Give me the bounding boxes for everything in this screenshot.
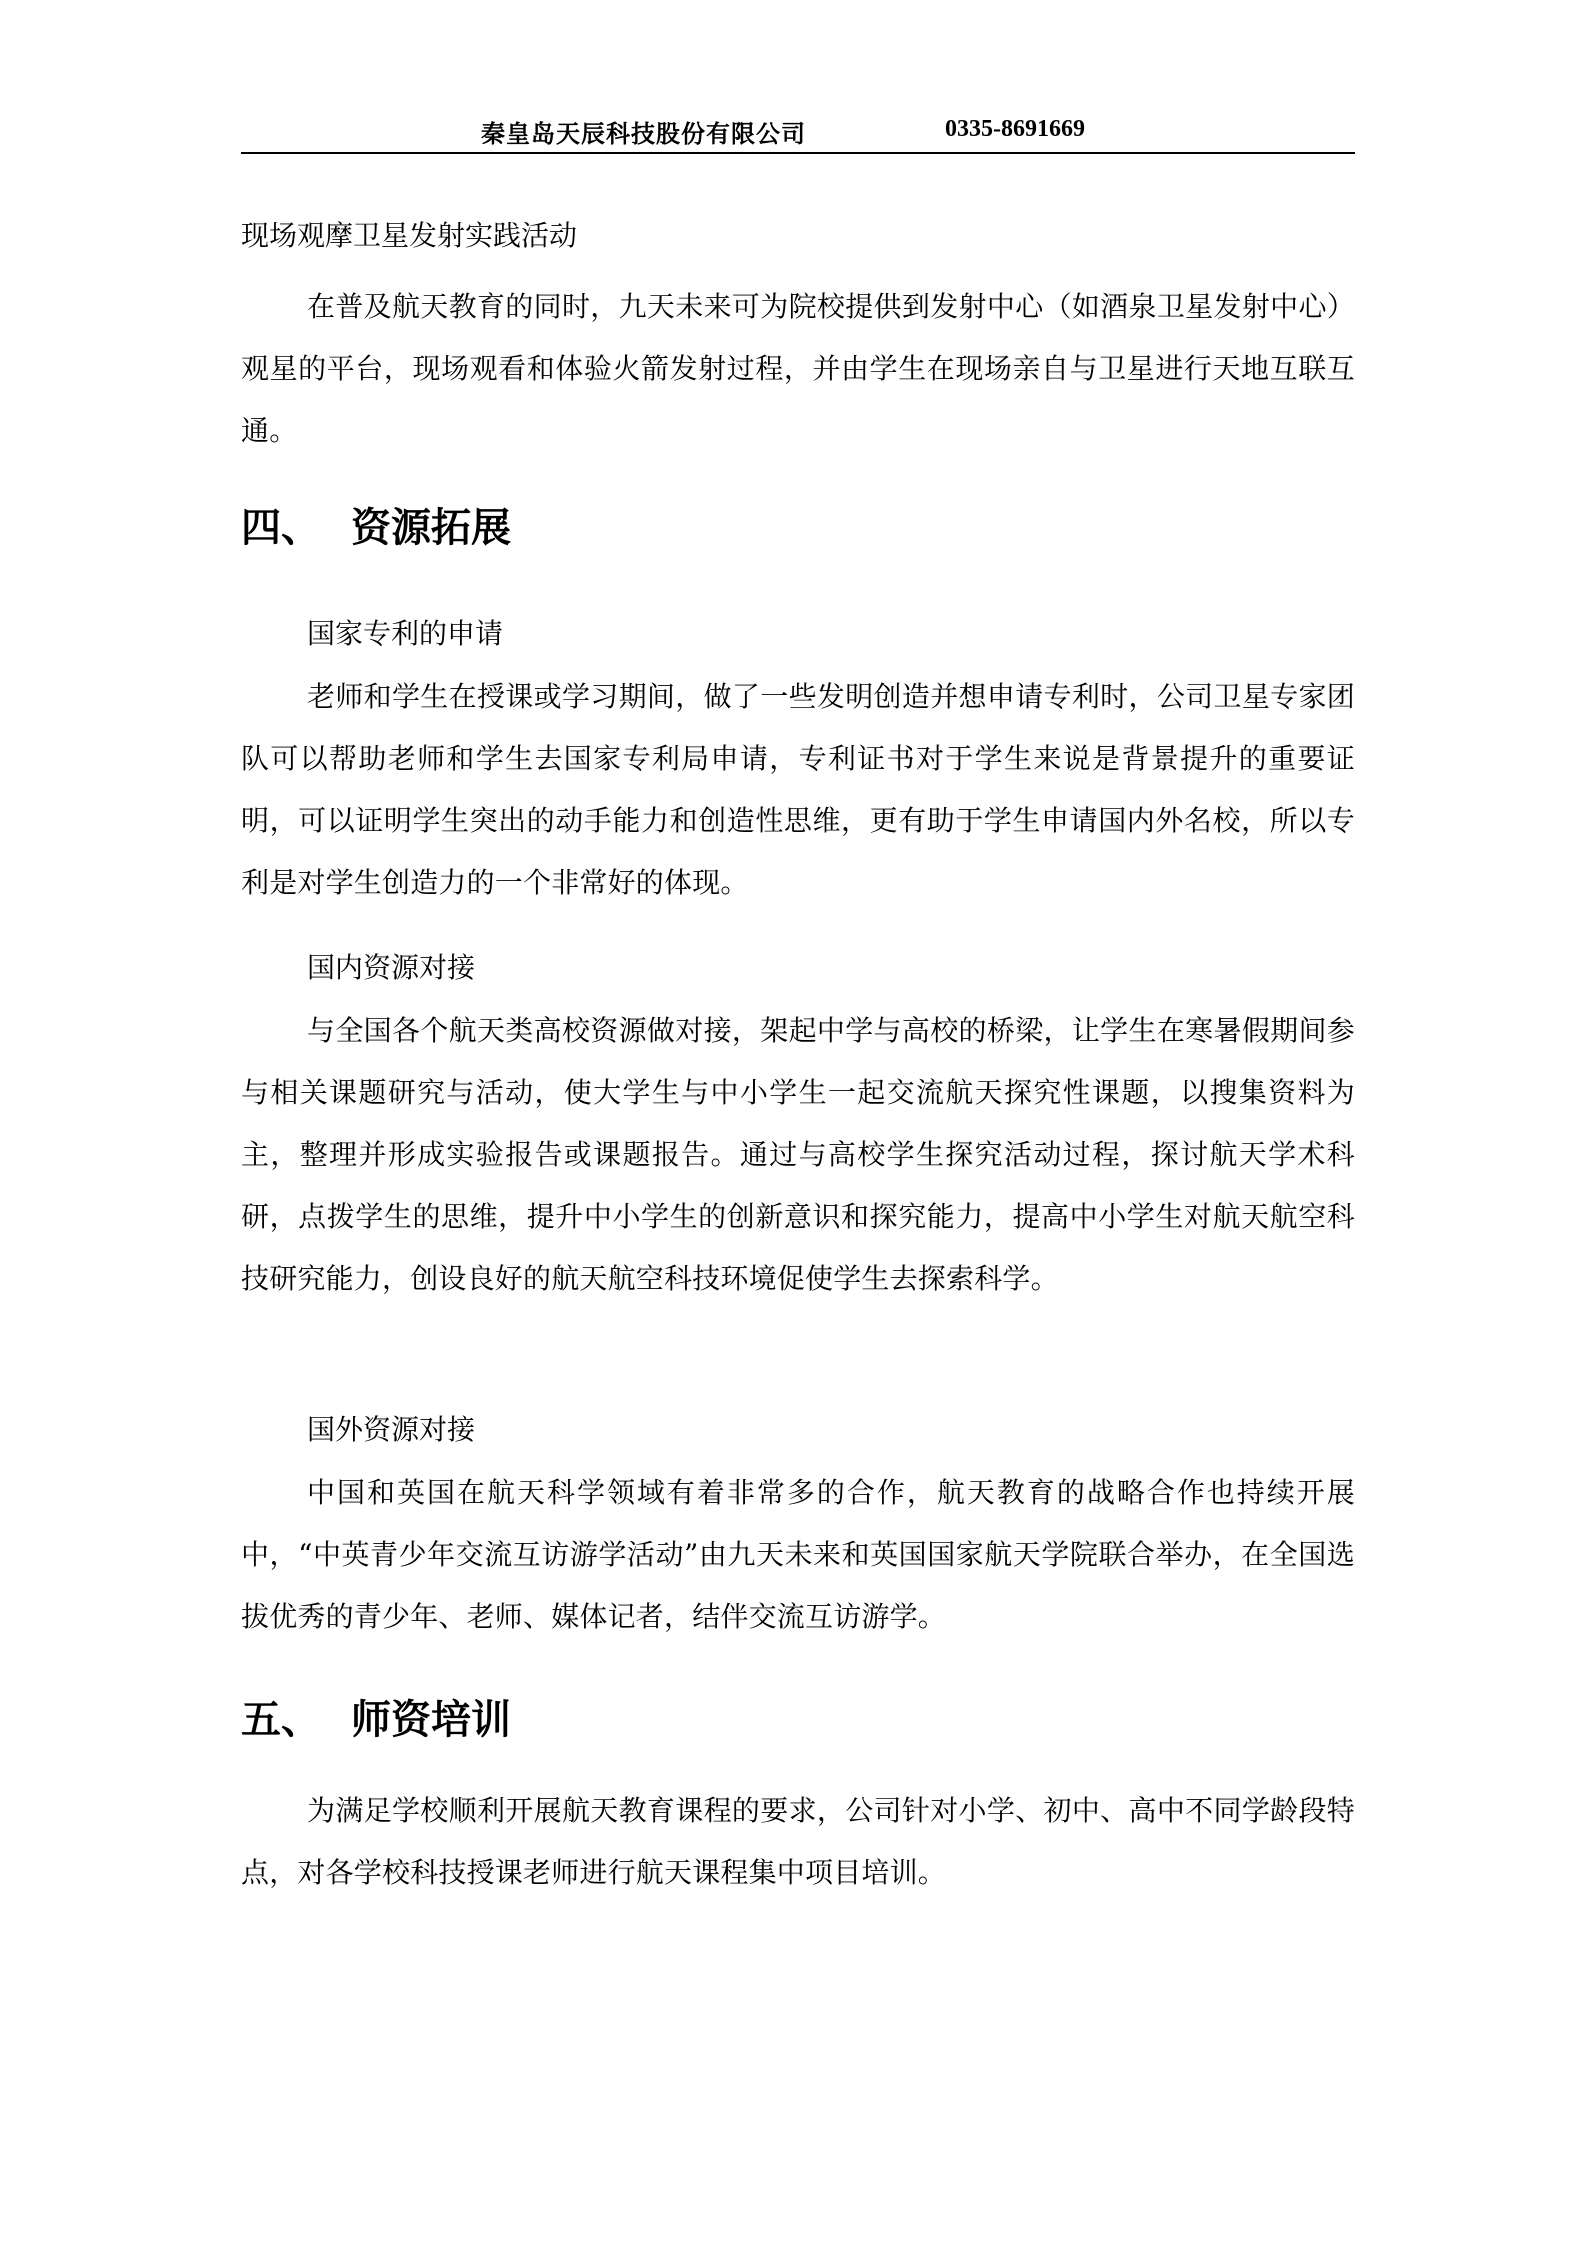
header-company-name: 秦皇岛天辰科技股份有限公司 — [481, 119, 806, 148]
subsection-foreign-heading: 国外资源对接 — [307, 1413, 476, 1446]
section-5-paragraph: 为满足学校顺利开展航天教育课程的要求，公司针对小学、初中、高中不同学龄段特点，对各学校科技授课老师进行航天课程集中项目培训。 — [241, 1794, 1355, 1889]
subsection-domestic-heading: 国内资源对接 — [307, 951, 476, 984]
intro-heading: 现场观摩卫星发射实践活动 — [241, 219, 578, 252]
header-phone-number: 0335-8691669 — [945, 116, 1085, 142]
section-4-title: 资源拓展 — [351, 505, 511, 551]
section-5-title: 师资培训 — [351, 1697, 511, 1743]
section-4-number: 四、 — [241, 505, 321, 551]
section-5-number: 五、 — [241, 1697, 321, 1743]
page-header — [241, 108, 1355, 154]
intro-paragraph: 在普及航天教育的同时，九天未来可为院校提供到发射中心（如酒泉卫星发射中心）观星的平台，现场观看和体验火箭发射过程，并由学生在现场亲自与卫星进行天地互联互通。 — [241, 290, 1355, 447]
subsection-foreign-paragraph: 中国和英国在航天科学领域有着非常多的合作，航天教育的战略合作也持续开展中，“中英青少年交流互访游学活动”由九天未来和英国国家航天学院联合举办，在全国选拔优秀的青少年、老师、媒体记者，结伴交流互访游学。 — [241, 1476, 1355, 1633]
section-5-heading — [241, 1696, 511, 1744]
subsection-patent-paragraph: 老师和学生在授课或学习期间，做了一些发明创造并想申请专利时，公司卫星专家团队可以帮助老师和学生去国家专利局申请，专利证书对于学生来说是背景提升的重要证明，可以证明学生突出的动手能力和创造性思维，更有助于学生申请国内外名校，所以专利是对学生创造力的一个非常好的体现。 — [241, 680, 1355, 899]
section-4-heading — [241, 504, 511, 552]
subsection-domestic-paragraph: 与全国各个航天类高校资源做对接，架起中学与高校的桥梁，让学生在寒暑假期间参与相关课题研究与活动，使大学生与中小学生一起交流航天探究性课题，以搜集资料为主，整理并形成实验报告或课题报告。通过与高校学生探究活动过程，探讨航天学术科研，点拨学生的思维，提升中小学生的创新意识和探究能力，提高中小学生对航天航空科技研究能力，创设良好的航天航空科技环境促使学生去探索科学。 — [241, 1014, 1355, 1295]
subsection-patent-heading: 国家专利的申请 — [307, 617, 504, 650]
